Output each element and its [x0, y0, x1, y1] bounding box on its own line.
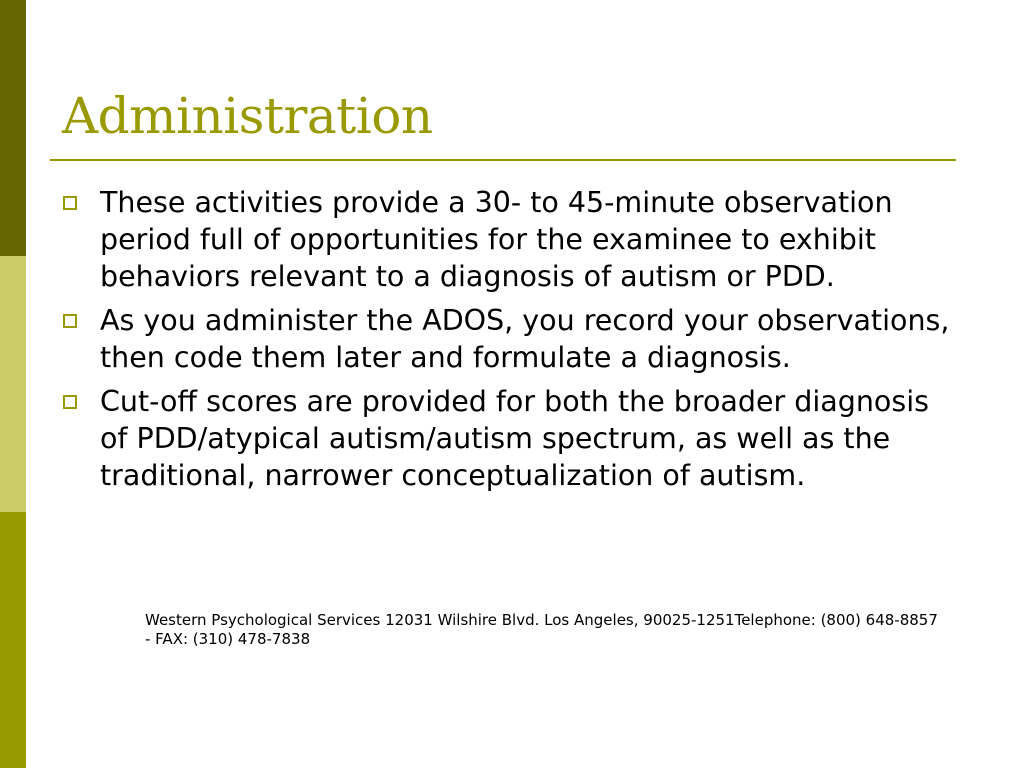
bullet-item	[62, 184, 962, 295]
title-divider	[50, 159, 956, 161]
bullet-text: These activities provide a 30- to 45-minute observation period full of opportunities for the examinee to exhibit behaviors relevant to a diagnosis of autism or PDD.	[100, 186, 893, 293]
hollow-square-icon	[63, 314, 77, 328]
bullet-text: Cut-off scores are provided for both the broader diagnosis of PDD/atypical autism/autism spectrum, as well as the traditional, narrower conceptualization of autism.	[100, 385, 929, 492]
bullet-text: As you administer the ADOS, you record your observations, then code them later and formulate a diagnosis.	[100, 304, 950, 374]
slide-title: Administration	[62, 87, 433, 145]
hollow-square-icon	[63, 395, 77, 409]
left-accent-bar	[0, 0, 26, 768]
accent-bar-mid-segment	[0, 512, 26, 768]
source-citation: Western Psychological Services 12031 Wilshire Blvd. Los Angeles, 90025-1251Telephone: (800) 648-8857 - FAX: (310) 478-7838	[145, 611, 938, 648]
hollow-square-icon	[63, 196, 77, 210]
bullet-item	[62, 383, 962, 494]
bullet-list	[62, 184, 962, 501]
accent-bar-light-segment	[0, 256, 26, 512]
bullet-item	[62, 302, 962, 376]
accent-bar-dark-segment	[0, 0, 26, 256]
